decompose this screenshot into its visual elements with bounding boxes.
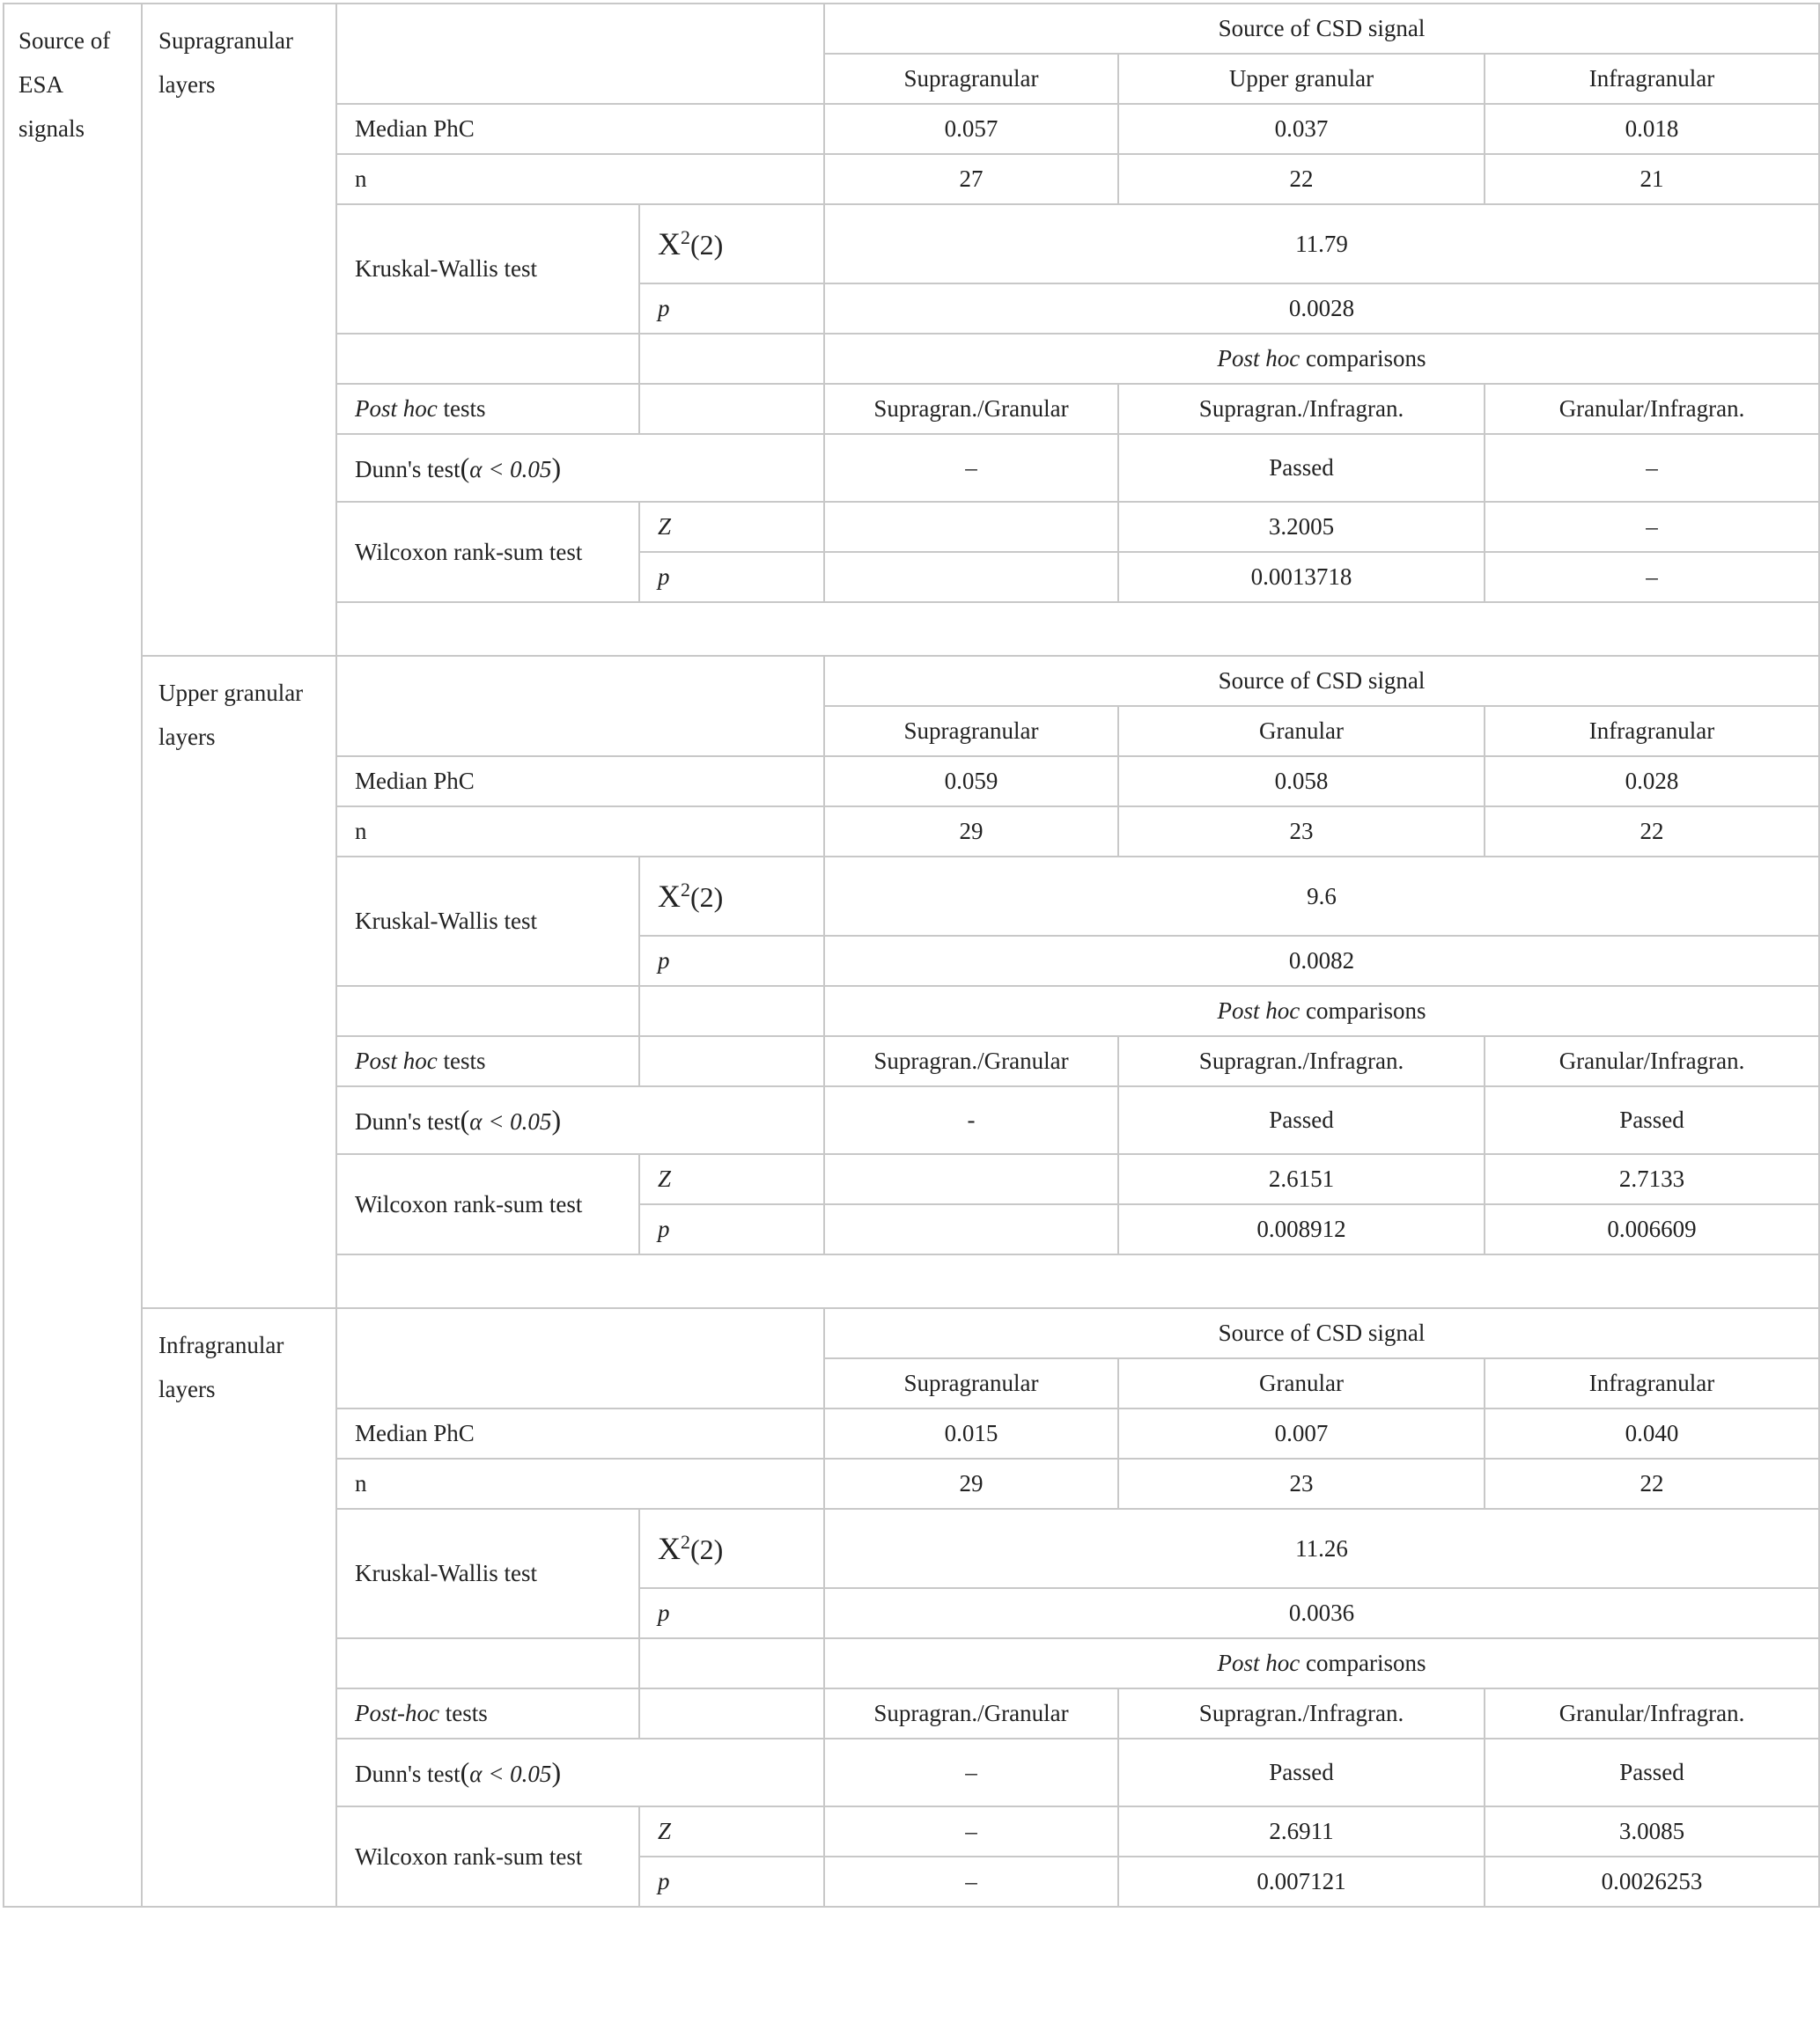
median-label: Median PhC	[336, 756, 824, 806]
z-label: Z	[639, 1154, 824, 1204]
median-label: Median PhC	[336, 104, 824, 154]
wilcoxon-z-value: 3.0085	[1485, 1806, 1819, 1857]
blank-cell	[639, 1688, 824, 1739]
n-value: 23	[1118, 1459, 1485, 1509]
kruskal-wallis-label: Kruskal-Wallis test	[336, 204, 639, 334]
column-header: Supragranular	[824, 706, 1118, 756]
comparison-header: Granular/Infragran.	[1485, 384, 1819, 434]
n-value: 27	[824, 154, 1118, 204]
z-label: Z	[639, 1806, 824, 1857]
blank-cell	[336, 4, 824, 104]
median-value: 0.058	[1118, 756, 1485, 806]
wilcoxon-z-value: –	[1485, 502, 1819, 552]
column-header: Infragranular	[1485, 706, 1819, 756]
wilcoxon-p-value	[824, 1204, 1118, 1254]
wilcoxon-z-value: 3.2005	[1118, 502, 1485, 552]
posthoc-tests-label: Post-hoc tests	[336, 1688, 639, 1739]
blank-cell	[639, 384, 824, 434]
median-value: 0.028	[1485, 756, 1819, 806]
blank-cell	[639, 1036, 824, 1086]
posthoc-tests-label: Post hoc tests	[336, 1036, 639, 1086]
chi-square-label: $X^2(2)$	[639, 204, 824, 283]
wilcoxon-label: Wilcoxon rank-sum test	[336, 502, 639, 602]
p-label: p	[639, 1204, 824, 1254]
chi-square-value: 11.79	[824, 204, 1819, 283]
posthoc-comparisons-header: Post hoc comparisons	[824, 1638, 1819, 1688]
kruskal-p-value: 0.0028	[824, 283, 1819, 334]
comparison-header: Supragran./Infragran.	[1118, 384, 1485, 434]
wilcoxon-p-value: 0.0026253	[1485, 1857, 1819, 1907]
dunn-result: –	[824, 434, 1118, 502]
n-label: n	[336, 1459, 824, 1509]
dunn-result: –	[824, 1739, 1118, 1806]
comparison-header: Supragran./Infragran.	[1118, 1688, 1485, 1739]
column-header: Granular	[1118, 706, 1485, 756]
p-label: p	[639, 1857, 824, 1907]
comparison-header: Granular/Infragran.	[1485, 1688, 1819, 1739]
chi-square-label: $X^2(2)$	[639, 1509, 824, 1588]
comparison-header: Supragran./Granular	[824, 1036, 1118, 1086]
wilcoxon-p-value: 0.006609	[1485, 1204, 1819, 1254]
n-value: 22	[1118, 154, 1485, 204]
posthoc-comparisons-header: Post hoc comparisons	[824, 986, 1819, 1036]
wilcoxon-z-value: 2.6911	[1118, 1806, 1485, 1857]
dunn-test-label: Dunn's test(α < 0.05)	[336, 434, 824, 502]
n-value: 29	[824, 806, 1118, 857]
dunn-result: Passed	[1118, 434, 1485, 502]
comparison-header: Supragran./Granular	[824, 1688, 1118, 1739]
blank-cell	[336, 656, 824, 756]
column-header: Infragranular	[1485, 54, 1819, 104]
csd-source-header: Source of CSD signal	[824, 1308, 1819, 1358]
p-label: p	[639, 283, 824, 334]
wilcoxon-p-value: 0.008912	[1118, 1204, 1485, 1254]
comparison-header: Granular/Infragran.	[1485, 1036, 1819, 1086]
wilcoxon-label: Wilcoxon rank-sum test	[336, 1154, 639, 1254]
wilcoxon-z-value	[824, 502, 1118, 552]
chi-square-value: 9.6	[824, 857, 1819, 936]
median-value: 0.059	[824, 756, 1118, 806]
kruskal-wallis-label: Kruskal-Wallis test	[336, 857, 639, 986]
median-value: 0.018	[1485, 104, 1819, 154]
wilcoxon-z-value: 2.7133	[1485, 1154, 1819, 1204]
group-label: Upper granular layers	[142, 656, 336, 1308]
kruskal-p-value: 0.0036	[824, 1588, 1819, 1638]
blank-cell	[639, 334, 824, 384]
spacer-row	[336, 1254, 1819, 1308]
n-label: n	[336, 154, 824, 204]
n-value: 21	[1485, 154, 1819, 204]
median-label: Median PhC	[336, 1408, 824, 1459]
blank-cell	[336, 1638, 639, 1688]
column-header: Supragranular	[824, 54, 1118, 104]
p-label: p	[639, 1588, 824, 1638]
median-value: 0.057	[824, 104, 1118, 154]
wilcoxon-p-value: 0.0013718	[1118, 552, 1485, 602]
p-label: p	[639, 936, 824, 986]
dunn-result: Passed	[1118, 1086, 1485, 1154]
kruskal-wallis-label: Kruskal-Wallis test	[336, 1509, 639, 1638]
median-value: 0.037	[1118, 104, 1485, 154]
n-value: 23	[1118, 806, 1485, 857]
column-header: Supragranular	[824, 1358, 1118, 1408]
posthoc-comparisons-header: Post hoc comparisons	[824, 334, 1819, 384]
esa-source-header: Source of ESA signals	[4, 4, 142, 1907]
chi-square-label: $X^2(2)$	[639, 857, 824, 936]
p-label: p	[639, 552, 824, 602]
column-header: Granular	[1118, 1358, 1485, 1408]
group-label: Infragranular layers	[142, 1308, 336, 1907]
dunn-test-label: Dunn's test(α < 0.05)	[336, 1739, 824, 1806]
blank-cell	[639, 986, 824, 1036]
dunn-result: Passed	[1485, 1739, 1819, 1806]
blank-cell	[336, 986, 639, 1036]
wilcoxon-z-value	[824, 1154, 1118, 1204]
n-value: 22	[1485, 1459, 1819, 1509]
dunn-result: –	[1485, 434, 1819, 502]
dunn-test-label: Dunn's test(α < 0.05)	[336, 1086, 824, 1154]
wilcoxon-p-value: 0.007121	[1118, 1857, 1485, 1907]
csd-source-header: Source of CSD signal	[824, 656, 1819, 706]
comparison-header: Supragran./Granular	[824, 384, 1118, 434]
dunn-result: -	[824, 1086, 1118, 1154]
dunn-result: Passed	[1485, 1086, 1819, 1154]
blank-cell	[336, 334, 639, 384]
wilcoxon-p-value: –	[824, 1857, 1118, 1907]
median-value: 0.015	[824, 1408, 1118, 1459]
n-value: 29	[824, 1459, 1118, 1509]
column-header: Upper granular	[1118, 54, 1485, 104]
blank-cell	[639, 1638, 824, 1688]
posthoc-tests-label: Post hoc tests	[336, 384, 639, 434]
comparison-header: Supragran./Infragran.	[1118, 1036, 1485, 1086]
median-value: 0.040	[1485, 1408, 1819, 1459]
blank-cell	[336, 1308, 824, 1408]
wilcoxon-p-value	[824, 552, 1118, 602]
wilcoxon-label: Wilcoxon rank-sum test	[336, 1806, 639, 1907]
wilcoxon-z-value: 2.6151	[1118, 1154, 1485, 1204]
statistics-table	[3, 3, 1820, 1908]
n-label: n	[336, 806, 824, 857]
wilcoxon-z-value: –	[824, 1806, 1118, 1857]
z-label: Z	[639, 502, 824, 552]
group-label: Supragranular layers	[142, 4, 336, 656]
dunn-result: Passed	[1118, 1739, 1485, 1806]
n-value: 22	[1485, 806, 1819, 857]
wilcoxon-p-value: –	[1485, 552, 1819, 602]
chi-square-value: 11.26	[824, 1509, 1819, 1588]
kruskal-p-value: 0.0082	[824, 936, 1819, 986]
column-header: Infragranular	[1485, 1358, 1819, 1408]
median-value: 0.007	[1118, 1408, 1485, 1459]
csd-source-header: Source of CSD signal	[824, 4, 1819, 54]
spacer-row	[336, 602, 1819, 656]
